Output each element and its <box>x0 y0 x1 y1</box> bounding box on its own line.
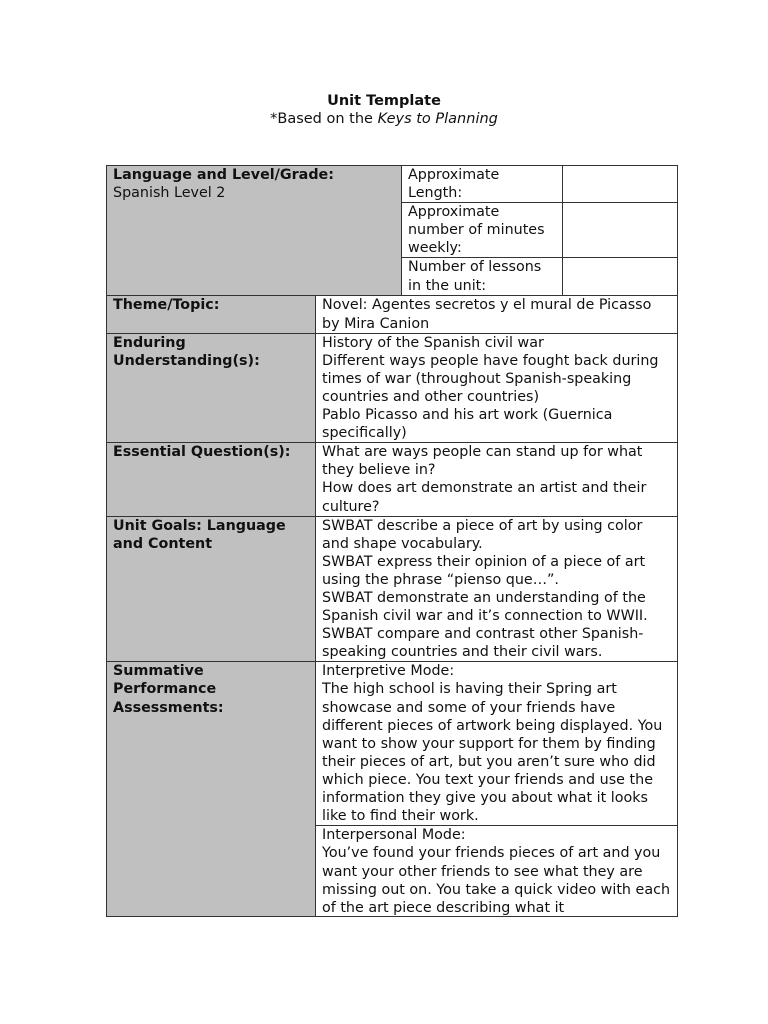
interpretive-cell <box>316 662 678 826</box>
interpersonal-text: You’ve found your friends pieces of art and you want your other friends to see what they are missing out on. You take a quick video with each of the art piece describing what it <box>322 845 675 916</box>
language-value: Spanish Level 2 <box>113 185 226 202</box>
language-cell <box>107 166 402 296</box>
theme-value: Novel: Agentes secretos y el mural de Picasso by Mira Canion <box>316 296 678 333</box>
goals-line: SWBAT express their opinion of a piece of art using the phrase “pienso que…”. <box>322 553 650 588</box>
subtitle-italic: Keys to Planning <box>377 111 498 127</box>
goals-value <box>316 516 678 662</box>
goals-line: SWBAT compare and contrast other Spanish-speaking countries and their civil wars. <box>322 626 644 661</box>
approx-length-label: Approximate Length: <box>402 166 563 203</box>
enduring-line: History of the Spanish civil war <box>322 334 544 351</box>
approx-length-value[interactable] <box>563 166 678 203</box>
interpersonal-cell <box>316 826 678 917</box>
goals-label <box>107 516 316 662</box>
document-title: Unit Template <box>327 93 441 109</box>
subtitle-prefix: *Based on the <box>270 111 378 127</box>
minutes-weekly-label: Approximate number of minutes weekly: <box>402 203 563 258</box>
enduring-label <box>107 333 316 443</box>
unit-table <box>106 165 678 917</box>
summative-label-text: Summative Performance Assessments: <box>113 663 224 716</box>
interpretive-text: The high school is having their Spring art showcase and some of your friends have different pieces of artwork being displayed. You want to show your support for them by finding their pieces of art, but you aren’t sure who did which piece. You text your friends and use the information they give you about what it looks like to find their work. <box>322 681 667 825</box>
lessons-label: Number of lessons in the unit: <box>402 258 563 296</box>
goals-label-text: Unit Goals: Language and Content <box>113 517 286 552</box>
enduring-label-text: Enduring Understanding(s): <box>113 334 260 369</box>
lessons-value[interactable] <box>563 258 678 296</box>
goals-line: SWBAT describe a piece of art by using color and shape vocabulary. <box>322 517 647 552</box>
theme-label <box>107 296 316 333</box>
minutes-weekly-value[interactable] <box>563 203 678 258</box>
essential-line: What are ways people can stand up for what they believe in? <box>322 444 647 479</box>
goals-line: SWBAT demonstrate an understanding of the Spanish civil war and it’s connection to WWII. <box>322 589 651 625</box>
enduring-line: Pablo Picasso and his art work (Guernica specifically) <box>322 407 617 442</box>
essential-label-text: Essential Question(s): <box>113 444 291 461</box>
essential-label <box>107 443 316 516</box>
theme-label-text: Theme/Topic: <box>113 297 220 314</box>
summative-label <box>107 662 316 917</box>
essential-line: How does art demonstrate an artist and their culture? <box>322 480 651 515</box>
interpersonal-mode-label: Interpersonal Mode: <box>322 827 466 844</box>
enduring-line: Different ways people have fought back during times of war (throughout Spanish-speaking countries and other countries) <box>322 352 664 405</box>
document-subtitle <box>0 111 768 127</box>
interpretive-mode-label: Interpretive Mode: <box>322 663 455 680</box>
enduring-value <box>316 333 678 443</box>
essential-value <box>316 443 678 516</box>
language-label: Language and Level/Grade: <box>113 167 334 183</box>
